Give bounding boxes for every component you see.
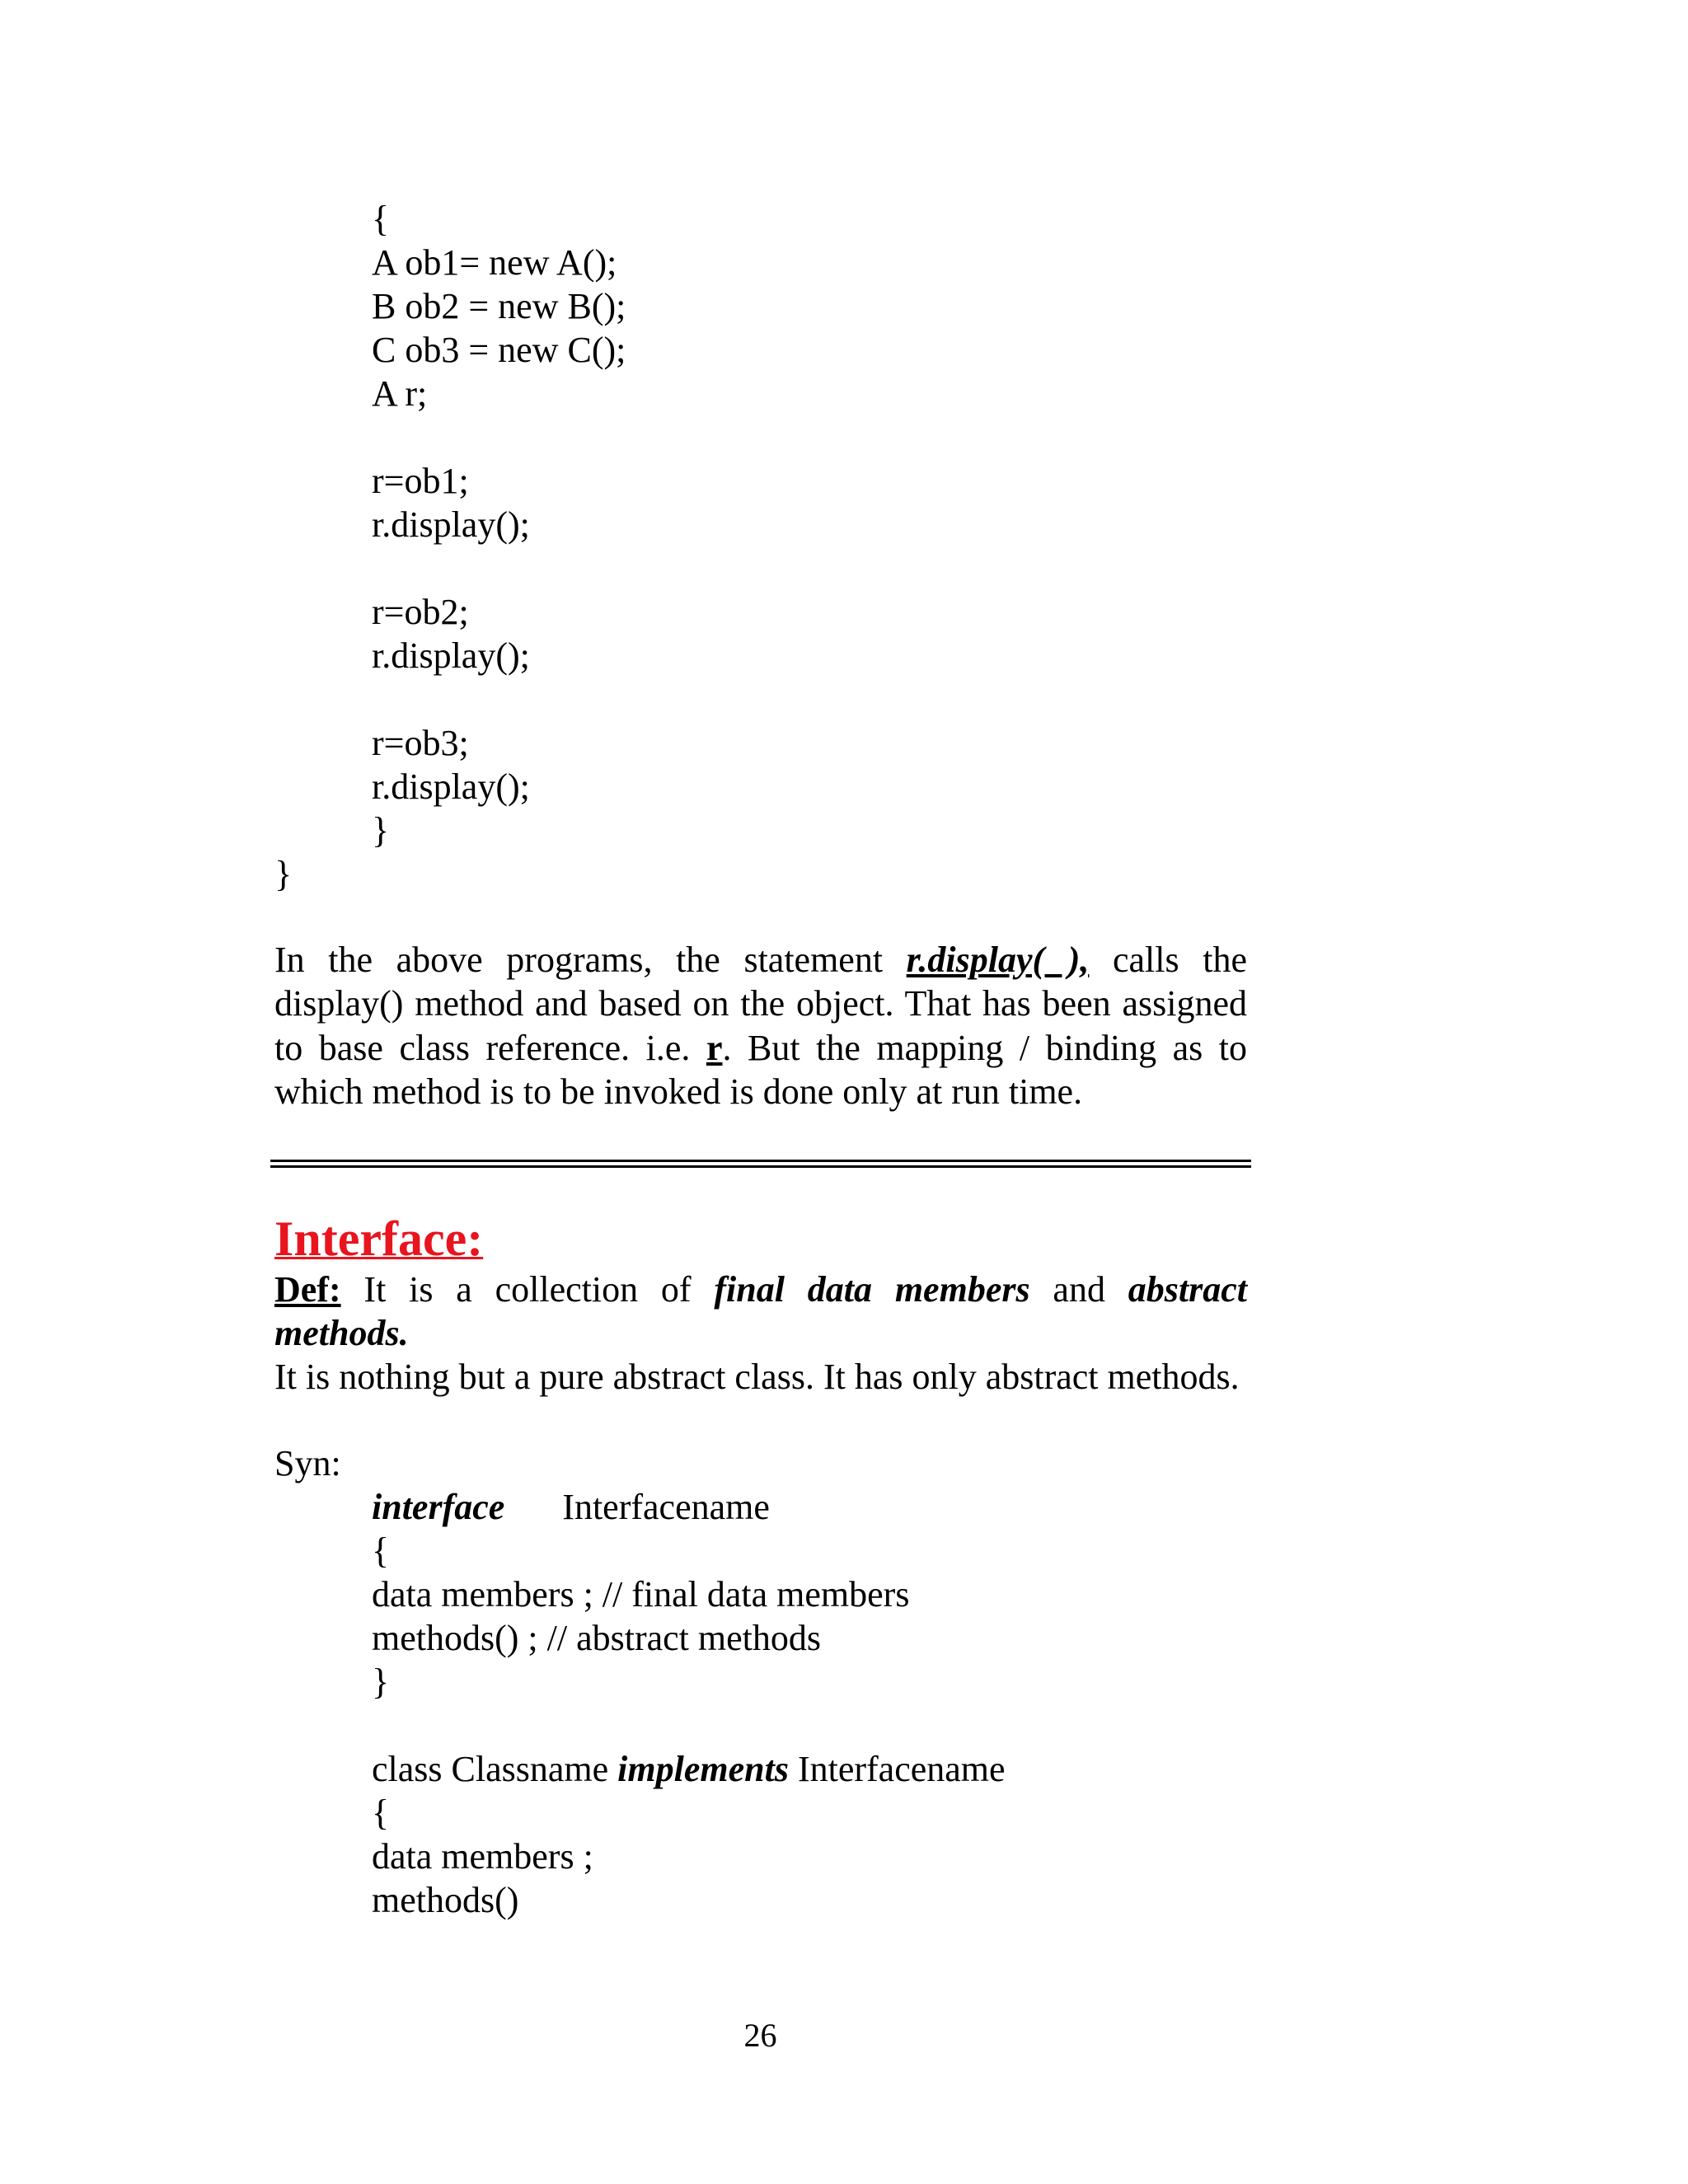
interface-declaration bbox=[372, 1486, 770, 1529]
class-prefix: class Classname bbox=[372, 1749, 618, 1789]
definition-line2: It is nothing but a pure abstract class. It has only abstract methods. bbox=[274, 1357, 1240, 1397]
definition-paragraph bbox=[274, 1268, 1247, 1356]
code-line: } bbox=[372, 1661, 390, 1702]
class-suffix: Interfacename bbox=[788, 1749, 1006, 1789]
code-line: r=ob2; bbox=[372, 592, 469, 632]
interface-keyword: interface bbox=[372, 1487, 505, 1527]
explanation-text: In the above programs, the statement bbox=[274, 940, 907, 980]
rdisplay-emphasis: r.display( ), bbox=[906, 940, 1090, 980]
class-declaration bbox=[372, 1748, 1006, 1791]
page-number: 26 bbox=[743, 2017, 777, 2054]
definition-emphasis: abstract methods. bbox=[274, 1269, 1247, 1354]
code-line: data members ; // final data members bbox=[372, 1574, 910, 1615]
code-line: r.display(); bbox=[372, 766, 530, 807]
code-line: r=ob1; bbox=[372, 461, 469, 501]
code-line: methods() bbox=[372, 1880, 519, 1920]
code-line: } bbox=[372, 810, 390, 851]
code-line: C ob3 = new C(); bbox=[372, 330, 626, 370]
code-line: r.display(); bbox=[372, 504, 530, 545]
code-line: B ob2 = new B(); bbox=[372, 286, 626, 326]
outer-close-brace: } bbox=[274, 854, 293, 894]
implements-keyword: implements bbox=[617, 1749, 789, 1789]
code-line: { bbox=[372, 1793, 390, 1833]
syntax-label: Syn: bbox=[274, 1443, 341, 1483]
explanation-text: calls the display() method and based on the object. That has been assigned to base class reference. i.e. bbox=[274, 940, 1247, 1068]
code-line: r.display(); bbox=[372, 635, 530, 676]
separator-rule-top bbox=[270, 1160, 1251, 1162]
code-line: A r; bbox=[372, 373, 428, 414]
code-line: { bbox=[372, 199, 390, 239]
code-line: methods() ; // abstract methods bbox=[372, 1618, 821, 1658]
interface-name: Interfacename bbox=[562, 1487, 770, 1527]
separator-rule-bottom bbox=[270, 1165, 1251, 1168]
explanation-paragraph bbox=[274, 938, 1247, 1113]
definition-text: It is a collection of bbox=[340, 1269, 715, 1310]
code-line: { bbox=[372, 1530, 390, 1571]
definition-emphasis: final data members bbox=[714, 1269, 1030, 1310]
r-reference-emphasis: r bbox=[706, 1027, 723, 1068]
code-line: data members ; bbox=[372, 1836, 593, 1877]
code-line: r=ob3; bbox=[372, 723, 469, 763]
definition-text: and bbox=[1029, 1269, 1128, 1310]
code-line: A ob1= new A(); bbox=[372, 242, 617, 283]
explanation-text: . But the mapping / binding as to which method is to be invoked is done only at run time. bbox=[274, 1027, 1248, 1112]
definition-label: Def: bbox=[274, 1269, 341, 1310]
section-heading: Interface: bbox=[274, 1212, 484, 1266]
